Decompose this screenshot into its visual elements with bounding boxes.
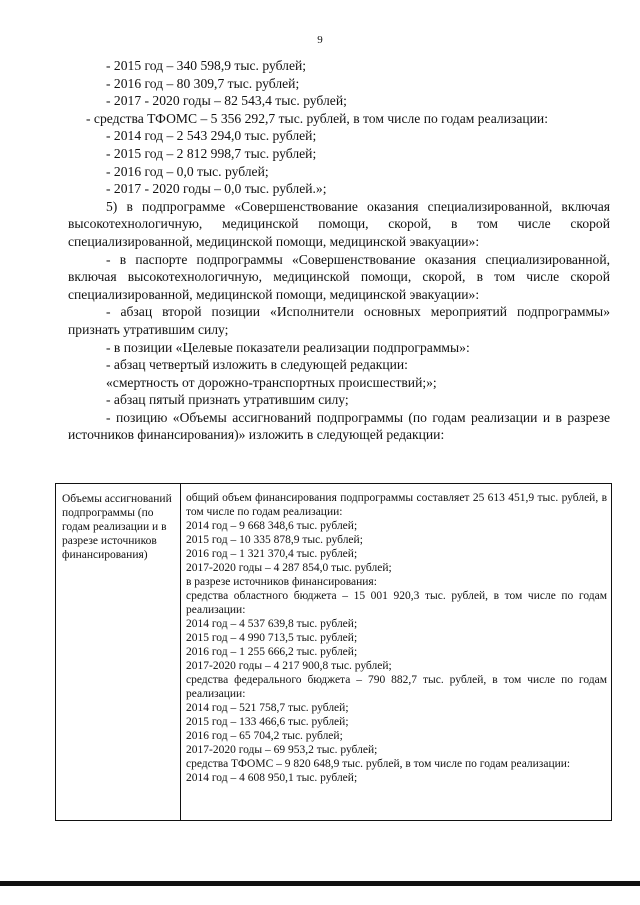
body-paragraph: - средства ТФОМС – 5 356 292,7 тыс. рублей, в том числе по годам реализации: xyxy=(86,110,548,126)
funding-line: 2015 год – 10 335 878,9 тыс. рублей; xyxy=(186,534,363,546)
funding-line: 2014 год – 521 758,7 тыс. рублей; xyxy=(186,702,349,714)
body-line: - 2017 - 2020 годы – 0,0 тыс. рублей.»; xyxy=(106,181,327,197)
funding-line: 2015 год – 4 990 713,5 тыс. рублей; xyxy=(186,632,358,644)
funding-line: 2014 год – 4 537 639,8 тыс. рублей; xyxy=(186,618,358,630)
body-paragraph: - абзац второй позиции «Исполнители основных мероприятий подпрограммы» признать утратившим силу; xyxy=(68,304,610,337)
funding-line: в разрезе источников финансирования: xyxy=(186,576,377,588)
body-line: - 2016 год – 80 309,7 тыс. рублей; xyxy=(106,75,300,91)
funding-line: 2017-2020 годы – 69 953,2 тыс. рублей; xyxy=(186,744,378,756)
funding-line: 2014 год – 4 608 950,1 тыс. рублей; xyxy=(186,772,358,784)
funding-table-label: Объемы ассигнований подпрограммы (по годам реализации и в разрезе источников финансирования) xyxy=(56,484,181,820)
funding-line: 2015 год – 133 466,6 тыс. рублей; xyxy=(186,716,349,728)
document-body xyxy=(68,57,610,444)
funding-line: средства областного бюджета – 15 001 920,3 тыс. рублей, в том числе по годам реализации: xyxy=(186,590,607,616)
body-line: - 2015 год – 340 598,9 тыс. рублей; xyxy=(106,58,307,73)
funding-line: 2016 год – 65 704,2 тыс. рублей; xyxy=(186,730,343,742)
funding-line: 2016 год – 1 321 370,4 тыс. рублей; xyxy=(186,548,358,560)
body-paragraph: - позицию «Объемы ассигнований подпрограммы (по годам реализации и в разрезе источников финансирования)» изложить в следующей редакции: xyxy=(68,409,610,443)
page-number: 9 xyxy=(317,34,323,46)
body-line: - абзац четвертый изложить в следующей редакции: xyxy=(106,357,408,373)
body-paragraph: 5) в подпрограмме «Совершенствование оказания специализированной, включая высокотехнологичную, медицинской помощи, скорой, в том числе скорой специализированной, медицинской помощи, медицинской эвакуации»: xyxy=(68,198,610,249)
funding-line: 2014 год – 9 668 348,6 тыс. рублей; xyxy=(186,520,358,532)
funding-line: 2017-2020 годы – 4 217 900,8 тыс. рублей; xyxy=(186,660,392,672)
funding-line: общий объем финансирования подпрограммы составляет 25 613 451,9 тыс. рублей, в том числе по годам реализации: xyxy=(186,492,607,518)
body-paragraph: - в паспорте подпрограммы «Совершенствование оказания специализированной, включая высокотехнологичную, медицинской помощи, скорой, в том числе скорой специализированной, медицинской помощи, медицинской эвакуации»: xyxy=(68,251,610,302)
body-line: - 2017 - 2020 годы – 82 543,4 тыс. рублей; xyxy=(106,93,347,109)
scan-border xyxy=(0,881,640,886)
funding-table xyxy=(55,483,612,821)
body-line: - в позиции «Целевые показатели реализации подпрограммы»: xyxy=(106,339,470,355)
funding-line: 2016 год – 1 255 666,2 тыс. рублей; xyxy=(186,646,358,658)
body-line: - 2014 год – 2 543 294,0 тыс. рублей; xyxy=(106,128,317,144)
body-line: - абзац пятый признать утратившим силу; xyxy=(106,392,349,408)
funding-table-values xyxy=(181,484,611,820)
body-line: - 2015 год – 2 812 998,7 тыс. рублей; xyxy=(106,145,317,161)
funding-line: средства ТФОМС – 9 820 648,9 тыс. рублей, в том числе по годам реализации: xyxy=(186,758,571,770)
funding-line: 2017-2020 годы – 4 287 854,0 тыс. рублей; xyxy=(186,562,392,574)
body-line: «смертность от дорожно-транспортных происшествий;»; xyxy=(106,374,437,390)
body-line: - 2016 год – 0,0 тыс. рублей; xyxy=(106,163,269,179)
funding-line: средства федерального бюджета – 790 882,7 тыс. рублей, в том числе по годам реализации: xyxy=(186,674,607,700)
